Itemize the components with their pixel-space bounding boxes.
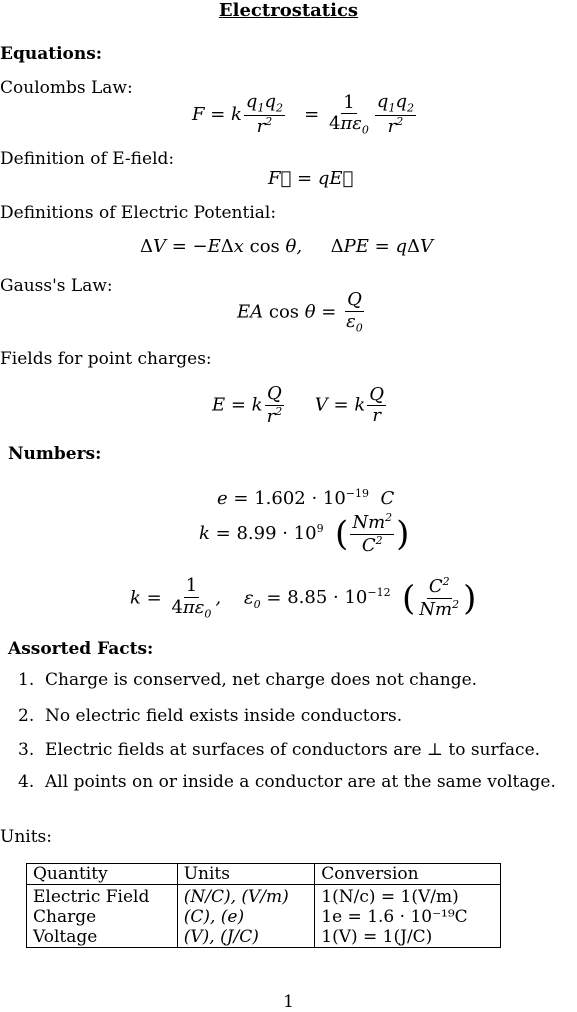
table-cell: 1e = 1.6 · 10⁻¹⁹C	[315, 907, 501, 927]
potential-label: Definitions of Electric Potential:	[0, 203, 277, 223]
table-row	[27, 907, 501, 927]
gauss-equation: EA cos θ = $\frac{Q}{\varepsilon_0}$	[237, 289, 363, 335]
fact-item: 2. No electric field exists inside conductors.	[18, 706, 403, 726]
table-row	[27, 927, 501, 948]
coulomb-constant: $k = 8.99 \cdot 10^9$ ( $\frac{Nm^2}{C^2}$ )	[199, 511, 410, 556]
page-number: 1	[283, 992, 294, 1012]
facts-heading: Assorted Facts:	[8, 639, 154, 659]
table-cell: (N/C), (V/m)	[177, 885, 315, 908]
permittivity-constant: k = $\frac{1}{4\pi\varepsilon_0}$ , $\varepsilon_0 = 8.85 \cdot 10^{-12}$ ( $\frac{C^2}{Nm^2}$ )	[130, 575, 477, 621]
table-cell: 1(V) = 1(J/C)	[315, 927, 501, 948]
table-cell: 1(N/c) = 1(V/m)	[315, 885, 501, 908]
table-row	[27, 885, 501, 908]
efield-equation: F⃗ = qE⃗	[268, 168, 354, 189]
page-title: Electrostatics	[218, 0, 359, 21]
table-cell: (C), (e)	[177, 907, 315, 927]
fact-item: 1. Charge is conserved, net charge does not change.	[18, 670, 478, 690]
units-table	[26, 863, 501, 948]
units-label: Units:	[0, 827, 52, 847]
point-charge-equations: E = k $\frac{Q}{r^2}$ V = k $\frac{Q}{r}$	[212, 383, 384, 427]
coulomb-equation: F = k $\frac{q_1q_2}{r^2}$ = $\frac{1}{4\pi\varepsilon_0}$ $\frac{q_1q_2}{r^2}$	[192, 91, 414, 138]
potential-equation: ΔV = −EΔx cos θ, ΔPE = qΔV	[140, 236, 433, 257]
table-cell: (V), (J/C)	[177, 927, 315, 948]
coulomb-label: Coulombs Law:	[0, 78, 133, 98]
fact-item: 4. All points on or inside a conductor are at the same voltage.	[18, 772, 556, 792]
point-label: Fields for point charges:	[0, 349, 212, 369]
table-cell: Charge	[27, 907, 178, 927]
table-header-row	[27, 864, 501, 885]
electron-charge: $e = 1.602 \cdot 10^{-19}$ C	[217, 487, 395, 509]
gauss-label: Gauss's Law:	[0, 276, 113, 296]
efield-label: Definition of E-field:	[0, 149, 175, 169]
table-cell: Electric Field	[27, 885, 178, 908]
equations-heading: Equations:	[0, 44, 103, 64]
column-header: Conversion	[315, 864, 501, 885]
table-cell: Voltage	[27, 927, 178, 948]
numbers-heading: Numbers:	[8, 444, 102, 464]
fact-item: 3. Electric fields at surfaces of conductors are ⊥ to surface.	[18, 740, 541, 760]
column-header: Units	[177, 864, 315, 885]
column-header: Quantity	[27, 864, 178, 885]
